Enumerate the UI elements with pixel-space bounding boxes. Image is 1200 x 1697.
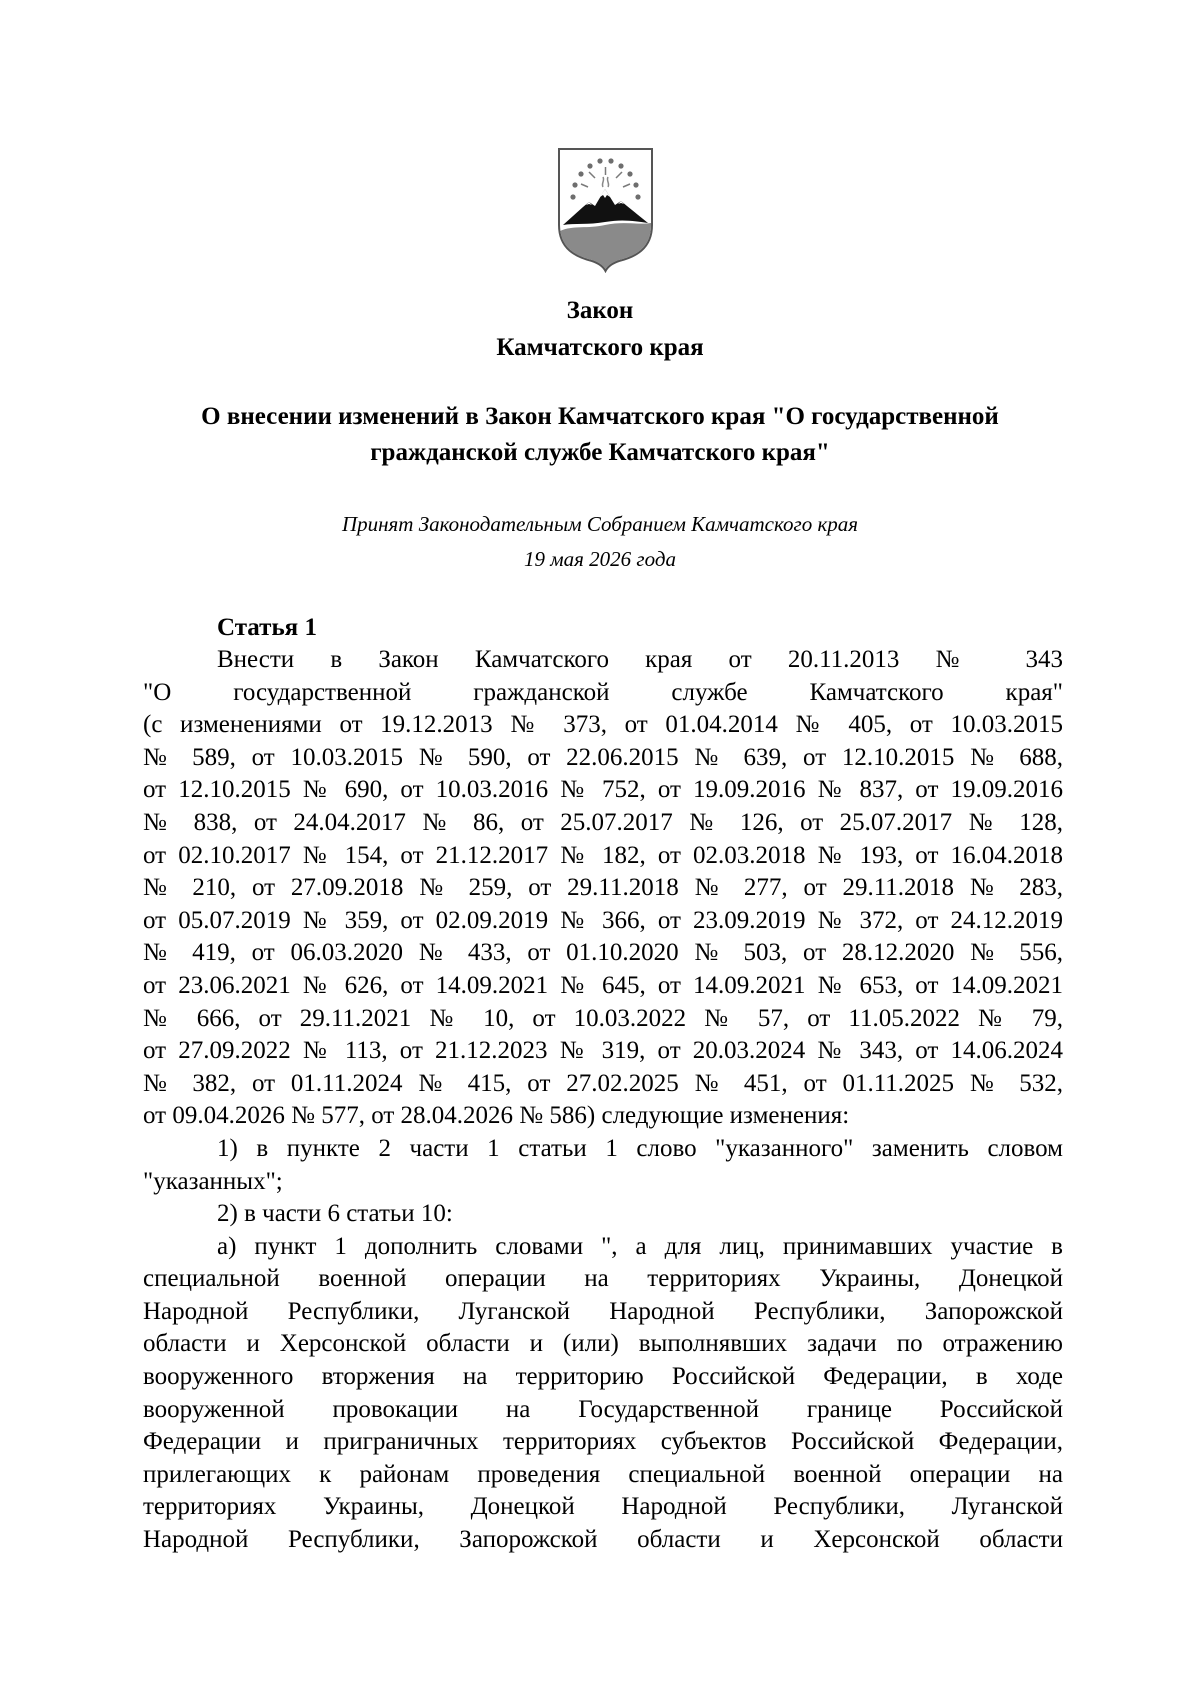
body-line: вооруженного вторжения на территорию Российской Федерации, в ходе: [143, 1363, 1063, 1391]
body-line: от 09.04.2026 № 577, от 28.04.2026 № 586) следующие изменения:: [143, 1102, 850, 1130]
body-line: а) пункт 1 дополнить словами ", а для лиц, принимавших участие в: [217, 1232, 1063, 1260]
coat-of-arms-icon: [553, 145, 658, 273]
body-line: № 589, от 10.03.2015 № 590, от 22.06.2015 № 639, от 12.10.2015 № 688,: [143, 743, 1063, 771]
body-line: № 838, от 24.04.2017 № 86, от 25.07.2017 № 126, от 25.07.2017 № 128,: [143, 808, 1063, 836]
body-line: № 419, от 06.03.2020 № 433, от 01.10.2020 № 503, от 28.12.2020 № 556,: [143, 939, 1063, 967]
body-line: Федерации и приграничных территориях субъектов Российской Федерации,: [143, 1428, 1063, 1456]
body-line: Народной Республики, Запорожской области и Херсонской области: [143, 1526, 1063, 1554]
body-line: территориях Украины, Донецкой Народной Республики, Луганской: [143, 1493, 1063, 1521]
body-line: № 382, от 01.11.2024 № 415, от 27.02.2025 № 451, от 01.11.2025 № 532,: [143, 1069, 1063, 1097]
body-line: "указанных";: [143, 1167, 283, 1195]
body-line: (с изменениями от 19.12.2013 № 373, от 01.04.2014 № 405, от 10.03.2015: [143, 711, 1063, 739]
body-line: Внести в Закон Камчатского края от 20.11.2013 № 343: [217, 646, 1063, 673]
body-line: прилегающих к районам проведения специальной военной операции на: [143, 1460, 1063, 1488]
body-line: от 05.07.2019 № 359, от 02.09.2019 № 366, от 23.09.2019 № 372, от 24.12.2019: [143, 906, 1063, 934]
law-subject-line-1: О внесении изменений в Закон Камчатского края "О государственной: [201, 403, 999, 430]
body-line: вооруженной провокации на Государственной границе Российской: [143, 1395, 1063, 1423]
article-body: [143, 644, 1063, 1557]
body-line: области и Херсонской области и (или) выполнявших задачи по отражению: [143, 1330, 1063, 1358]
body-line: Народной Республики, Луганской Народной Республики, Запорожской: [143, 1297, 1063, 1325]
body-line: от 27.09.2022 № 113, от 21.12.2023 № 319, от 20.03.2024 № 343, от 14.06.2024: [143, 1037, 1063, 1065]
body-line: "О государственной гражданской службе Камчатского края": [143, 678, 1063, 706]
body-line: № 666, от 29.11.2021 № 10, от 10.03.2022 № 57, от 11.05.2022 № 79,: [143, 1004, 1063, 1032]
body-line: от 02.10.2017 № 154, от 21.12.2017 № 182, от 02.03.2018 № 193, от 16.04.2018: [143, 841, 1063, 869]
adoption-date: 19 мая 2026 года: [524, 547, 676, 571]
body-line: № 210, от 27.09.2018 № 259, от 29.11.2018 № 277, от 29.11.2018 № 283,: [143, 874, 1063, 902]
law-region: Камчатского края: [496, 334, 704, 361]
body-line: 2) в части 6 статьи 10:: [217, 1200, 453, 1228]
law-subject-line-2: гражданской службе Камчатского края": [370, 439, 830, 466]
body-line: 1) в пункте 2 части 1 статьи 1 слово "указанного" заменить словом: [217, 1134, 1063, 1162]
adoption-note: Принят Законодательным Собранием Камчатского края: [341, 512, 859, 536]
body-line: специальной военной операции на территориях Украины, Донецкой: [143, 1265, 1063, 1293]
law-title: Закон: [566, 297, 634, 324]
article-heading: Статья 1: [217, 614, 317, 641]
body-line: от 12.10.2015 № 690, от 10.03.2016 № 752, от 19.09.2016 № 837, от 19.09.2016: [143, 776, 1063, 804]
body-line: от 23.06.2021 № 626, от 14.09.2021 № 645, от 14.09.2021 № 653, от 14.09.2021: [143, 971, 1063, 999]
